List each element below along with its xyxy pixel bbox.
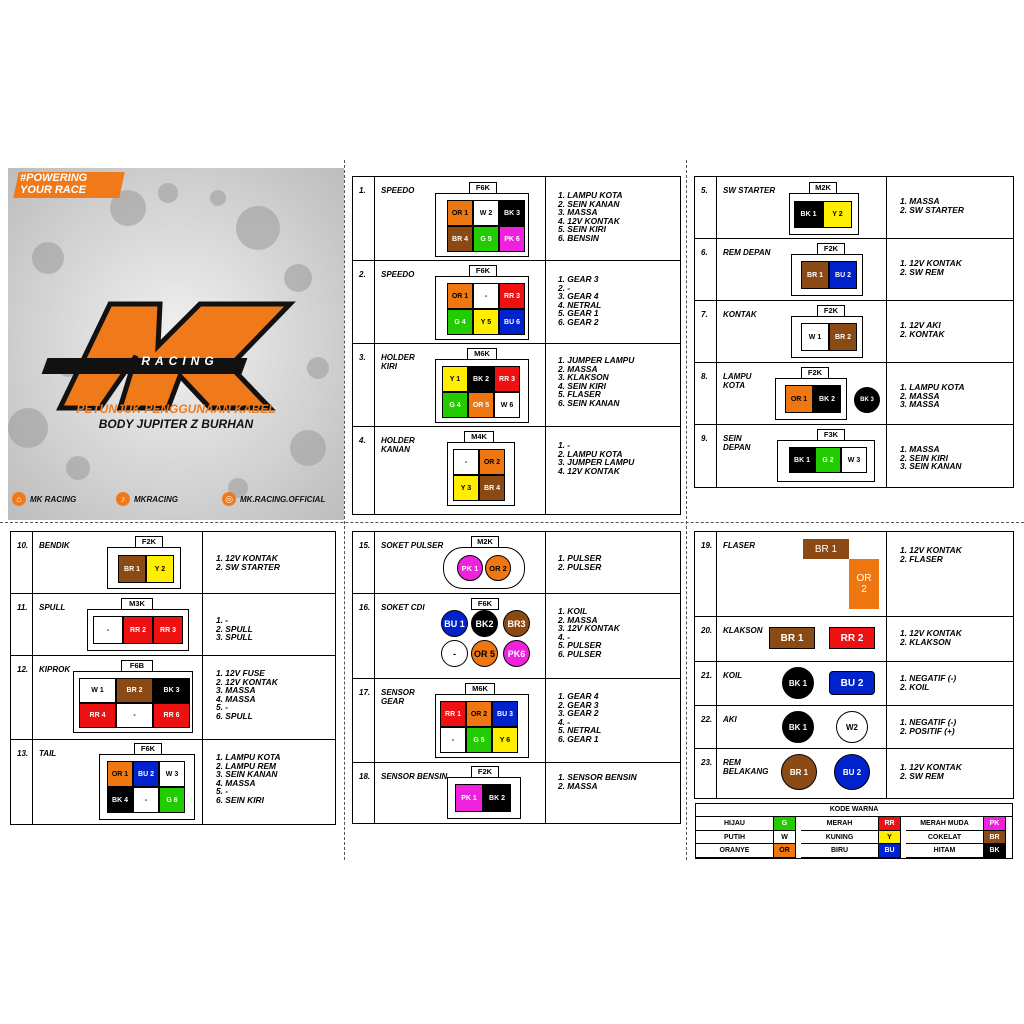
hero-title: PETUNJUK PENGGUNAAN KABEL (76, 402, 276, 416)
wiring-table-d (352, 531, 681, 824)
item-row (11, 594, 335, 656)
pin: - (453, 449, 479, 475)
pin: G 4 (442, 392, 468, 418)
connector-type: M4K (464, 431, 494, 443)
item-name: SPULL (39, 603, 66, 612)
legend-color-name: PUTIH (696, 831, 774, 845)
home-icon: ⌂ (12, 492, 26, 506)
item-number: 20. (701, 626, 713, 635)
item-name: HOLDER KIRI (381, 353, 415, 371)
pin: PK6 (503, 640, 530, 667)
pin: RR 6 (153, 703, 190, 728)
pin-function-list: 1. NEGATIF (-) 2. POSITIF (+) (900, 717, 957, 736)
item-number: 19. (701, 541, 713, 550)
pin: BK 3 (499, 200, 525, 226)
pin: BK2 (471, 610, 498, 637)
legend-color-swatch: BK (984, 844, 1006, 858)
pin-function-list: 1. GEAR 4 2. GEAR 3 3. GEAR 2 4. - 5. NETRAL 6. GEAR 1 (558, 691, 602, 744)
divider (344, 160, 345, 860)
connector-type: M3K (121, 598, 153, 610)
item-row (695, 239, 1013, 301)
pin-function-list: 1. 12V KONTAK 2. SW STARTER (216, 553, 280, 572)
item-name: SENSOR GEAR (381, 688, 415, 706)
pin: BU 1 (441, 610, 468, 637)
pin-function-list: 1. MASSA 2. SEIN KIRI 3. SEIN KANAN (900, 444, 962, 472)
connector-type: F2K (801, 367, 829, 379)
pin: BK 2 (483, 784, 511, 812)
pin: RR 3 (153, 616, 183, 644)
pin: W 2 (473, 200, 499, 226)
legend-color-swatch: BU (879, 844, 901, 858)
pin: Y 6 (492, 727, 518, 753)
divider (686, 160, 687, 860)
pin: BU 2 (829, 261, 857, 289)
item-row (11, 740, 335, 824)
item-name: SEIN DEPAN (723, 434, 751, 452)
pin: Y 2 (146, 555, 174, 583)
item-name: BENDIK (39, 541, 70, 550)
item-name: SW STARTER (723, 186, 776, 195)
wire-block: RR 2 (829, 627, 875, 649)
item-row (695, 706, 1013, 749)
pin-function-list: 1. 12V FUSE 2. 12V KONTAK 3. MASSA 4. MASSA 5. - 6. SPULL (216, 668, 278, 721)
logo-subtext: RACING (141, 354, 219, 368)
pin: G 2 (815, 447, 841, 473)
pin: PK 1 (457, 555, 483, 581)
hero-subtitle: BODY JUPITER Z BURHAN (98, 417, 254, 431)
instagram-icon: ◎ (222, 492, 236, 506)
pin: BR 1 (118, 555, 146, 583)
pin-function-list: 1. 12V KONTAK 2. SW REM (900, 258, 962, 277)
item-name: KIPROK (39, 665, 71, 674)
wire-terminal: BU 2 (834, 754, 870, 790)
connector-type: F2K (135, 536, 163, 548)
pin: OR 2 (485, 555, 511, 581)
item-row (695, 532, 1013, 617)
pin: OR 5 (468, 392, 494, 418)
item-number: 9. (701, 434, 708, 443)
connector-type: M6K (465, 683, 495, 695)
pin-function-list: 1. 12V KONTAK 2. FLASER (900, 545, 962, 564)
connector-type: M2K (471, 536, 499, 548)
item-row (11, 656, 335, 740)
legend-color-name: HIJAU (696, 817, 774, 831)
item-row (353, 344, 680, 427)
wire-terminal: BR 1 (781, 754, 817, 790)
pin: PK 1 (455, 784, 483, 812)
pin: W 1 (79, 678, 116, 703)
item-number: 13. (17, 749, 29, 758)
pin: BU 2 (133, 761, 159, 787)
pin-function-list: 1. NEGATIF (-) 2. KOIL (900, 673, 957, 692)
pin: OR 5 (471, 640, 498, 667)
pin: W 3 (159, 761, 185, 787)
item-name: KOIL (723, 671, 743, 680)
item-number: 10. (17, 541, 29, 550)
pin: G 4 (447, 309, 473, 335)
wire-block: BU 2 (829, 671, 875, 695)
wire-block: BR 1 (769, 627, 815, 649)
legend-color-swatch: Y (879, 831, 901, 845)
item-name: KLAKSON (723, 626, 763, 635)
item-row (695, 617, 1013, 662)
item-number: 23. (701, 758, 713, 767)
pin: G 6 (159, 787, 185, 813)
item-number: 21. (701, 671, 713, 680)
legend-color-name: BIRU (801, 844, 879, 858)
tagline-line2: YOUR RACE (20, 184, 87, 196)
tagline (20, 172, 87, 196)
legend-color-swatch: G (774, 817, 796, 831)
item-number: 6. (701, 248, 708, 257)
hero-panel (8, 168, 344, 520)
pin-function-list: 1. 12V KONTAK 2. SW REM (900, 762, 962, 781)
pin: - (441, 640, 468, 667)
pin-function-list: 1. - 2. LAMPU KOTA 3. JUMPER LAMPU 4. 12V KONTAK (558, 440, 635, 476)
wire-terminal: BK 1 (782, 711, 814, 743)
pin-function-list: 1. LAMPU KOTA 2. SEIN KANAN 3. MASSA 4. 12V KONTAK 5. SEIN KIRI 6. BENSIN (558, 190, 623, 243)
legend-title: KODE WARNA (696, 804, 1012, 817)
item-name: SENSOR BENSIN (381, 772, 448, 781)
item-number: 1. (359, 186, 366, 195)
item-number: 2. (359, 270, 366, 279)
item-row (695, 301, 1013, 363)
item-number: 3. (359, 353, 366, 362)
pin: - (93, 616, 123, 644)
pin: Y 5 (473, 309, 499, 335)
pin: BR 4 (479, 475, 505, 501)
pin: G 5 (473, 226, 499, 252)
pin: BK 2 (468, 366, 494, 392)
pin: - (133, 787, 159, 813)
item-name: HOLDER KANAN (381, 436, 415, 454)
wire-terminal: BK 1 (782, 667, 814, 699)
pin: BU 6 (499, 309, 525, 335)
connector-type: F2K (471, 766, 499, 778)
item-name: SPEEDO (381, 270, 415, 279)
pin: - (116, 703, 153, 728)
item-name: TAIL (39, 749, 57, 758)
pin: BR3 (503, 610, 530, 637)
pin: BK 1 (789, 447, 815, 473)
item-row (353, 261, 680, 344)
legend-color-swatch: W (774, 831, 796, 845)
pin: OR 1 (785, 385, 813, 413)
pin: OR 2 (479, 449, 505, 475)
item-name: SPEEDO (381, 186, 415, 195)
item-number: 4. (359, 436, 366, 445)
item-number: 18. (359, 772, 371, 781)
pin: Y 2 (823, 201, 852, 228)
legend-color-name: ORANYE (696, 844, 774, 858)
item-row (353, 427, 680, 513)
pin: RR 2 (123, 616, 153, 644)
pin-function-list: 1. KOIL 2. MASSA 3. 12V KONTAK 4. - 5. PULSER 6. PULSER (558, 606, 620, 659)
connector-type: F6K (469, 182, 497, 194)
social-instagram: MK.RACING.OFFICIAL (240, 495, 326, 504)
wiring-table-a (352, 176, 681, 515)
connector-type: F3K (817, 429, 845, 441)
pin-function-list: 1. MASSA 2. SW STARTER (900, 196, 964, 215)
social-tiktok: MKRACING (134, 495, 178, 504)
pin: PK 6 (499, 226, 525, 252)
pin: OR 2 (466, 701, 492, 727)
pin: OR 1 (447, 200, 473, 226)
tiktok-icon: ♪ (116, 492, 130, 506)
item-number: 12. (17, 665, 29, 674)
pin: W 1 (801, 323, 829, 351)
connector-type: F6K (134, 743, 162, 755)
pin: BK 3 (153, 678, 190, 703)
pin-function-list: 1. LAMPU KOTA 2. MASSA 3. MASSA (900, 382, 965, 410)
item-name: AKI (723, 715, 737, 724)
pin-function-list: 1. 12V KONTAK 2. KLAKSON (900, 628, 962, 647)
connector-type: F2K (817, 243, 845, 255)
pin: BR 4 (447, 226, 473, 252)
item-row (695, 425, 1013, 487)
connector-type: F6B (121, 660, 153, 672)
legend-color-name: MERAH MUDA (906, 817, 984, 831)
pin: BK 4 (107, 787, 133, 813)
item-number: 22. (701, 715, 713, 724)
pin: RR 3 (499, 283, 525, 309)
pin: Y 3 (453, 475, 479, 501)
pin: RR 1 (440, 701, 466, 727)
color-legend (695, 803, 1013, 859)
pin-function-list: 1. 12V AKI 2. KONTAK (900, 320, 945, 339)
item-number: 15. (359, 541, 371, 550)
connector-type: M2K (809, 182, 837, 194)
item-row (353, 763, 680, 823)
wiring-table-c (10, 531, 336, 825)
item-name: FLASER (723, 541, 755, 550)
wire-block: OR 2 (849, 559, 879, 609)
pin-function-list: 1. PULSER 2. PULSER (558, 553, 602, 572)
divider (0, 522, 1024, 523)
pin: OR 1 (107, 761, 133, 787)
item-name: SOKET PULSER (381, 541, 444, 550)
item-row (695, 749, 1013, 798)
wiring-table-e (694, 531, 1014, 799)
pin: W 6 (494, 392, 520, 418)
pin: BK 1 (794, 201, 823, 228)
pin: W 3 (841, 447, 867, 473)
connector-type: F2K (817, 305, 845, 317)
item-row (353, 177, 680, 261)
pin: BK 3 (854, 387, 880, 413)
tagline-line1: #POWERING (20, 172, 88, 184)
item-name: REM DEPAN (723, 248, 771, 257)
item-row (353, 679, 680, 763)
item-row (353, 594, 680, 679)
legend-color-swatch: PK (984, 817, 1006, 831)
pin: RR 4 (79, 703, 116, 728)
wire-terminal: W2 (836, 711, 868, 743)
pin: G 5 (466, 727, 492, 753)
wiring-table-b (694, 176, 1014, 488)
legend-color-swatch: OR (774, 844, 796, 858)
legend-color-name: KUNING (801, 831, 879, 845)
social-web: MK RACING (30, 495, 77, 504)
pin-function-list: 1. SENSOR BENSIN 2. MASSA (558, 772, 637, 791)
pin: BR 2 (116, 678, 153, 703)
connector-type: F6K (469, 265, 497, 277)
pin-function-list: 1. GEAR 3 2. - 3. GEAR 4 4. NETRAL 5. GEAR 1 6. GEAR 2 (558, 274, 602, 327)
item-number: 5. (701, 186, 708, 195)
item-row (695, 662, 1013, 706)
item-row (695, 363, 1013, 425)
pin: - (473, 283, 499, 309)
connector-type: M6K (467, 348, 497, 360)
connector-housing (443, 547, 525, 589)
item-number: 8. (701, 372, 708, 381)
pin-function-list: 1. LAMPU KOTA 2. LAMPU REM 3. SEIN KANAN 4. MASSA 5. - 6. SEIN KIRI (216, 752, 281, 805)
item-row (695, 177, 1013, 239)
pin: Y 1 (442, 366, 468, 392)
item-name: REM BELAKANG (723, 758, 769, 776)
item-number: 11. (17, 603, 28, 612)
item-name: LAMPU KOTA (723, 372, 752, 390)
pin: BR 2 (829, 323, 857, 351)
pin: BK 2 (813, 385, 841, 413)
legend-color-name: MERAH (801, 817, 879, 831)
wire-block: BR 1 (803, 539, 849, 559)
item-row (353, 532, 680, 594)
connector-type: F6K (471, 598, 499, 610)
pin: - (440, 727, 466, 753)
item-row (11, 532, 335, 594)
item-number: 16. (359, 603, 371, 612)
pin: BU 3 (492, 701, 518, 727)
legend-color-name: HITAM (906, 844, 984, 858)
legend-color-name: COKELAT (906, 831, 984, 845)
item-name: KONTAK (723, 310, 757, 319)
item-number: 17. (359, 688, 371, 697)
pin: RR 3 (494, 366, 520, 392)
pin: OR 1 (447, 283, 473, 309)
pin: BR 1 (801, 261, 829, 289)
legend-color-swatch: RR (879, 817, 901, 831)
pin-function-list: 1. - 2. SPULL 3. SPULL (216, 615, 253, 643)
pin-function-list: 1. JUMPER LAMPU 2. MASSA 3. KLAKSON 4. SEIN KIRI 5. FLASER 6. SEIN KANAN (558, 355, 635, 408)
legend-color-swatch: BR (984, 831, 1006, 845)
item-name: SOKET CDI (381, 603, 425, 612)
item-number: 7. (701, 310, 708, 319)
